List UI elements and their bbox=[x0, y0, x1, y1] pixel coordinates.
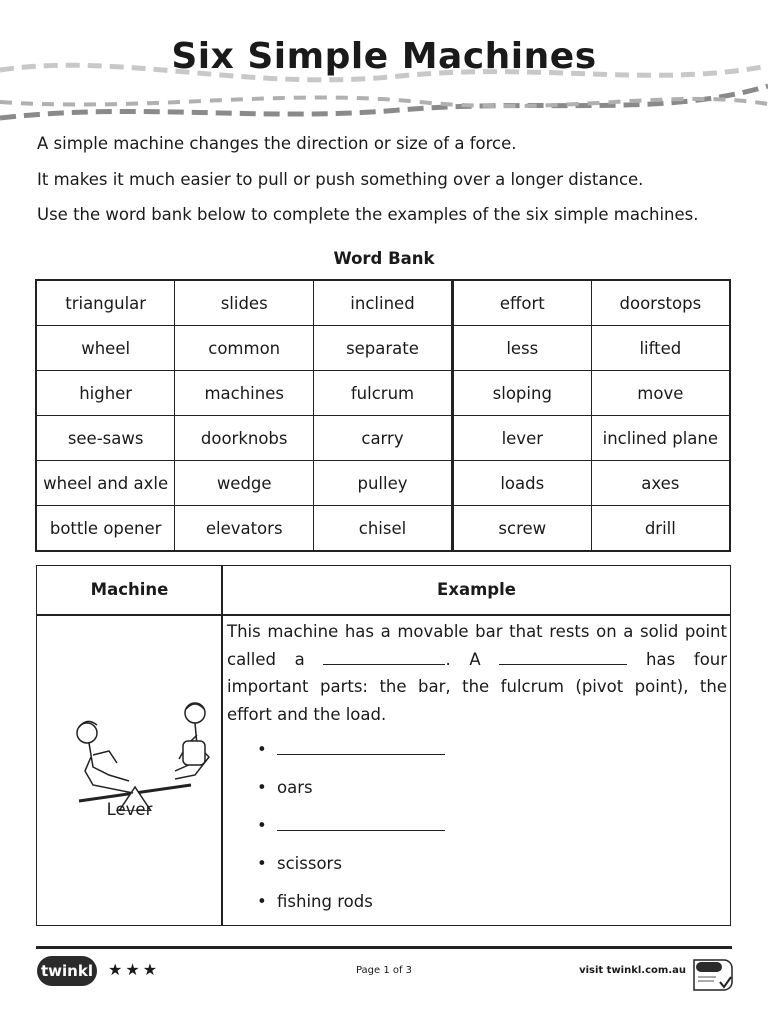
word-bank-cell: fulcrum bbox=[314, 371, 453, 416]
list-item-text: fishing rods bbox=[277, 892, 373, 911]
word-bank-cell: see-saws bbox=[36, 416, 175, 461]
word-bank-cell: inclined bbox=[314, 280, 453, 326]
word-bank-row bbox=[36, 326, 730, 371]
list-item bbox=[257, 854, 342, 878]
list-item bbox=[257, 816, 445, 840]
word-bank-row bbox=[36, 280, 730, 326]
lever-label: Lever bbox=[106, 800, 153, 819]
word-bank-cell: wedge bbox=[175, 461, 314, 506]
answer-blank-4[interactable] bbox=[277, 816, 445, 831]
word-bank-cell: lever bbox=[452, 416, 591, 461]
word-bank-cell: triangular bbox=[36, 280, 175, 326]
list-item-text: oars bbox=[277, 778, 313, 797]
word-bank-row bbox=[36, 371, 730, 416]
word-bank-title: Word Bank bbox=[333, 249, 435, 268]
word-bank-cell: screw bbox=[452, 506, 591, 552]
word-bank-cell: loads bbox=[452, 461, 591, 506]
word-bank-cell: separate bbox=[314, 326, 453, 371]
word-bank-table bbox=[35, 279, 731, 552]
word-bank-cell: less bbox=[452, 326, 591, 371]
machine-table bbox=[36, 565, 731, 926]
word-bank-cell: wheel and axle bbox=[36, 461, 175, 506]
example-column-header: Example bbox=[437, 580, 516, 599]
list-item-text: scissors bbox=[277, 854, 342, 873]
website-link[interactable]: visit twinkl.com.au bbox=[579, 965, 686, 976]
word-bank-cell: slides bbox=[175, 280, 314, 326]
difficulty-stars: ★★★ bbox=[108, 960, 161, 979]
lever-description bbox=[227, 618, 727, 728]
list-item bbox=[257, 740, 445, 764]
word-bank-row bbox=[36, 506, 730, 552]
list-item bbox=[257, 892, 373, 916]
description-text-2: . A bbox=[445, 649, 481, 669]
word-bank-cell: doorstops bbox=[591, 280, 730, 326]
bullet-icon: • bbox=[257, 778, 267, 797]
list-item bbox=[257, 778, 313, 802]
machine-column-header: Machine bbox=[90, 580, 169, 599]
intro-line-2: It makes it much easier to pull or push something over a longer distance. bbox=[37, 170, 644, 189]
word-bank-cell: axes bbox=[591, 461, 730, 506]
word-bank-cell: machines bbox=[175, 371, 314, 416]
description-text-1: This machine has a movable bar that rests on a solid point called a bbox=[227, 622, 727, 669]
bullet-icon: • bbox=[257, 740, 267, 759]
page-title: Six Simple Machines bbox=[171, 36, 597, 77]
word-bank-cell: bottle opener bbox=[36, 506, 175, 552]
word-bank-cell: effort bbox=[452, 280, 591, 326]
word-bank-row bbox=[36, 461, 730, 506]
bullet-icon: • bbox=[257, 892, 267, 911]
seesaw-illustration bbox=[39, 701, 219, 811]
answer-blank-1[interactable] bbox=[323, 650, 445, 665]
word-bank-cell: elevators bbox=[175, 506, 314, 552]
word-bank-cell: chisel bbox=[314, 506, 453, 552]
word-bank-cell: drill bbox=[591, 506, 730, 552]
quality-badge-icon bbox=[692, 956, 734, 992]
bullet-icon: • bbox=[257, 816, 267, 835]
word-bank-cell: sloping bbox=[452, 371, 591, 416]
word-bank-cell: carry bbox=[314, 416, 453, 461]
twinkl-logo: twinkl bbox=[37, 956, 97, 986]
answer-blank-3[interactable] bbox=[277, 740, 445, 755]
bullet-icon: • bbox=[257, 854, 267, 873]
column-divider bbox=[221, 566, 223, 925]
word-bank-cell: wheel bbox=[36, 326, 175, 371]
header-divider bbox=[37, 614, 730, 616]
decorative-waves bbox=[0, 58, 768, 130]
word-bank-cell: inclined plane bbox=[591, 416, 730, 461]
word-bank-cell: doorknobs bbox=[175, 416, 314, 461]
word-bank-cell: common bbox=[175, 326, 314, 371]
word-bank-cell: lifted bbox=[591, 326, 730, 371]
intro-line-1: A simple machine changes the direction or size of a force. bbox=[37, 134, 517, 153]
word-bank-cell: move bbox=[591, 371, 730, 416]
word-bank-cell: higher bbox=[36, 371, 175, 416]
answer-blank-2[interactable] bbox=[499, 650, 627, 665]
word-bank-cell: pulley bbox=[314, 461, 453, 506]
intro-line-3: Use the word bank below to complete the examples of the six simple machines. bbox=[37, 205, 699, 224]
description-text-3: has four important parts: the bar, the fulcrum (pivot point), the effort and the load. bbox=[227, 649, 728, 724]
page-number: Page 1 of 3 bbox=[355, 965, 413, 976]
footer-divider bbox=[36, 946, 732, 949]
word-bank-row bbox=[36, 416, 730, 461]
